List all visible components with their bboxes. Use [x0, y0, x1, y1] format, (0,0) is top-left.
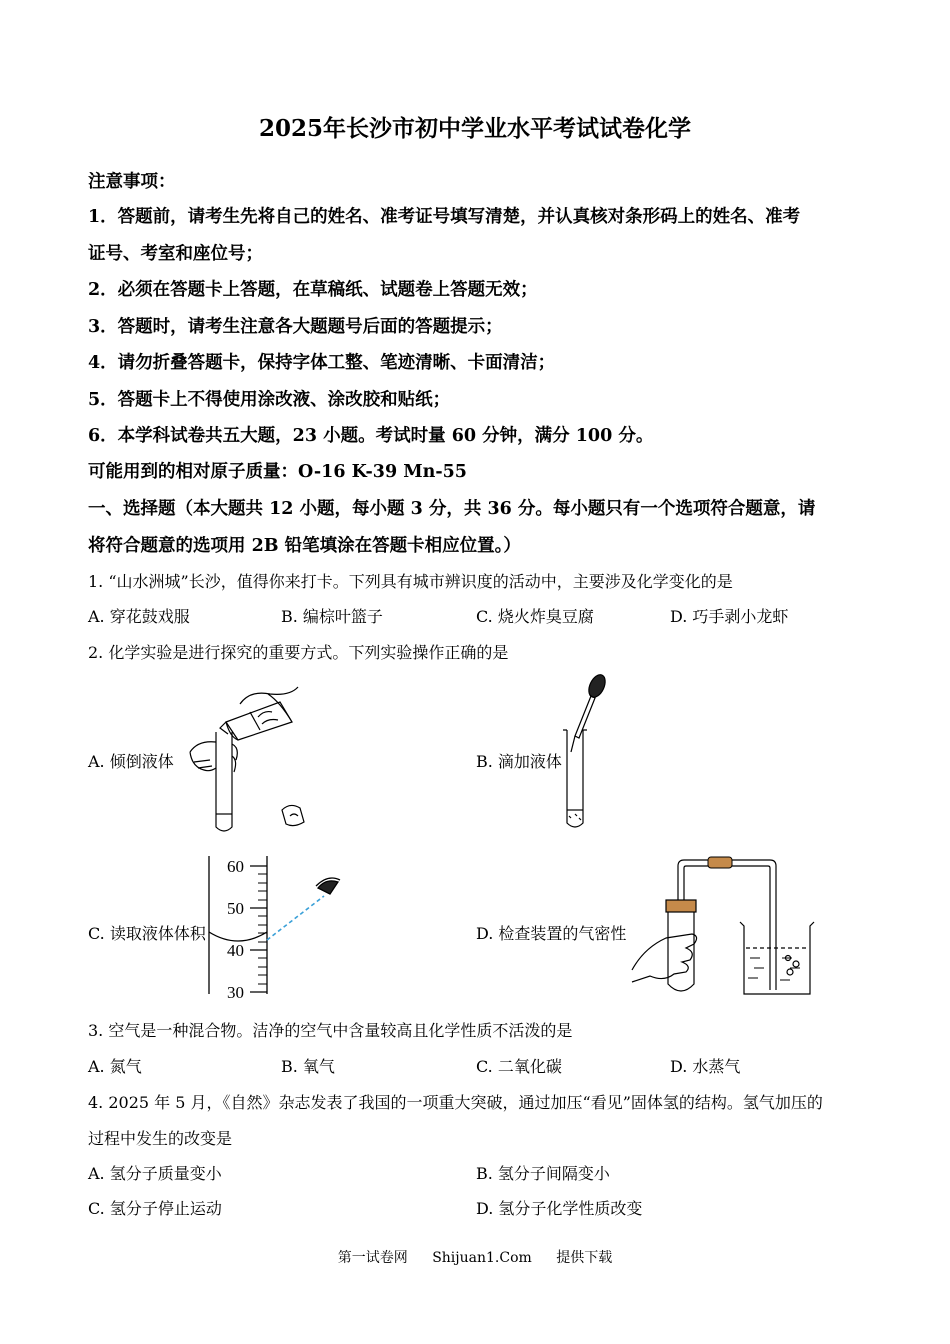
q2-option-c[interactable]: C. 读取液体体积: [88, 924, 206, 943]
cylinder-tick-60: 60: [227, 857, 244, 876]
page-title: 2025年长沙市初中学业水平考试试卷化学: [258, 115, 691, 142]
atomic-mass: 可能用到的相对原子质量：O-16 K-39 Mn-55: [88, 462, 467, 482]
cylinder-tick-40: 40: [227, 941, 244, 960]
q4-option-c[interactable]: C. 氢分子停止运动: [88, 1199, 222, 1218]
q4-stem-line2: 过程中发生的改变是: [88, 1129, 233, 1148]
footer-site: 第一试卷网: [337, 1250, 408, 1266]
reading-volume-figure: [200, 852, 350, 1002]
section1-heading-line2: 将符合题意的选项用 2B 铅笔填涂在答题卡相应位置。）: [88, 536, 521, 556]
q1-option-b[interactable]: B. 编棕叶篮子: [281, 607, 383, 626]
q2-option-b[interactable]: B. 滴加液体: [476, 752, 562, 771]
q4-stem-line1: 4. 2025 年 5 月，《自然》杂志发表了我国的一项重大突破，通过加压“看见”固体氢的结构。氢气加压的: [88, 1093, 823, 1112]
page-footer: [0, 1247, 950, 1267]
notice-item-5: 5．答题卡上不得使用涂改液、涂改胶和贴纸；: [88, 390, 451, 410]
notice-item-6: 6．本学科试卷共五大题，23 小题。考试时量 60 分钟，满分 100 分。: [88, 426, 654, 446]
q3-option-d[interactable]: D. 水蒸气: [670, 1057, 741, 1076]
q3-option-a[interactable]: A. 氮气: [88, 1057, 142, 1076]
notice-item-1: 1．答题前，请考生先将自己的姓名、准考证号填写清楚，并认真核对条形码上的姓名、准考: [88, 207, 801, 227]
q3-option-b[interactable]: B. 氧气: [281, 1057, 335, 1076]
q4-option-b[interactable]: B. 氢分子间隔变小: [476, 1164, 610, 1183]
notice-item-2: 2．必须在答题卡上答题，在草稿纸、试题卷上答题无效；: [88, 280, 538, 300]
q4-option-d[interactable]: D. 氢分子化学性质改变: [476, 1199, 643, 1218]
cylinder-tick-50: 50: [227, 899, 244, 918]
footer-domain[interactable]: Shijuan1.Com: [432, 1250, 532, 1266]
dropping-liquid-figure: [555, 668, 625, 838]
q2-stem: 2. 化学实验是进行探究的重要方式。下列实验操作正确的是: [88, 643, 509, 662]
footer-action: 提供下载: [556, 1250, 613, 1266]
notice-item-4: 4．请勿折叠答题卡，保持字体工整、笔迹清晰、卡面清洁；: [88, 353, 556, 373]
notice-item-3: 3．答题时，请考生注意各大题题号后面的答题提示；: [88, 317, 503, 337]
q3-option-c[interactable]: C. 二氧化碳: [476, 1057, 562, 1076]
q4-option-a[interactable]: A. 氢分子质量变小: [88, 1164, 222, 1183]
q1-option-a[interactable]: A. 穿花鼓戏服: [88, 607, 190, 626]
cylinder-tick-30: 30: [227, 983, 244, 1002]
section1-heading-line1: 一、选择题（本大题共 12 小题，每小题 3 分，共 36 分。每小题只有一个选项符合题意，请: [88, 499, 816, 519]
q1-option-d[interactable]: D. 巧手剥小龙虾: [670, 607, 789, 626]
notice-heading: 注意事项：: [88, 172, 176, 192]
q1-stem: 1. “山水洲城”长沙，值得你来打卡。下列具有城市辨识度的活动中，主要涉及化学变化的是: [88, 572, 733, 591]
q2-option-a[interactable]: A. 倾倒液体: [88, 752, 174, 771]
q3-stem: 3. 空气是一种混合物。洁净的空气中含量较高且化学性质不活泼的是: [88, 1021, 573, 1040]
q2-option-d[interactable]: D. 检查装置的气密性: [476, 924, 627, 943]
q1-option-c[interactable]: C. 烧火炸臭豆腐: [476, 607, 594, 626]
pouring-liquid-figure: [180, 682, 310, 837]
airtightness-figure: [630, 852, 815, 1002]
notice-item-1-cont: 证号、考室和座位号；: [88, 244, 263, 264]
